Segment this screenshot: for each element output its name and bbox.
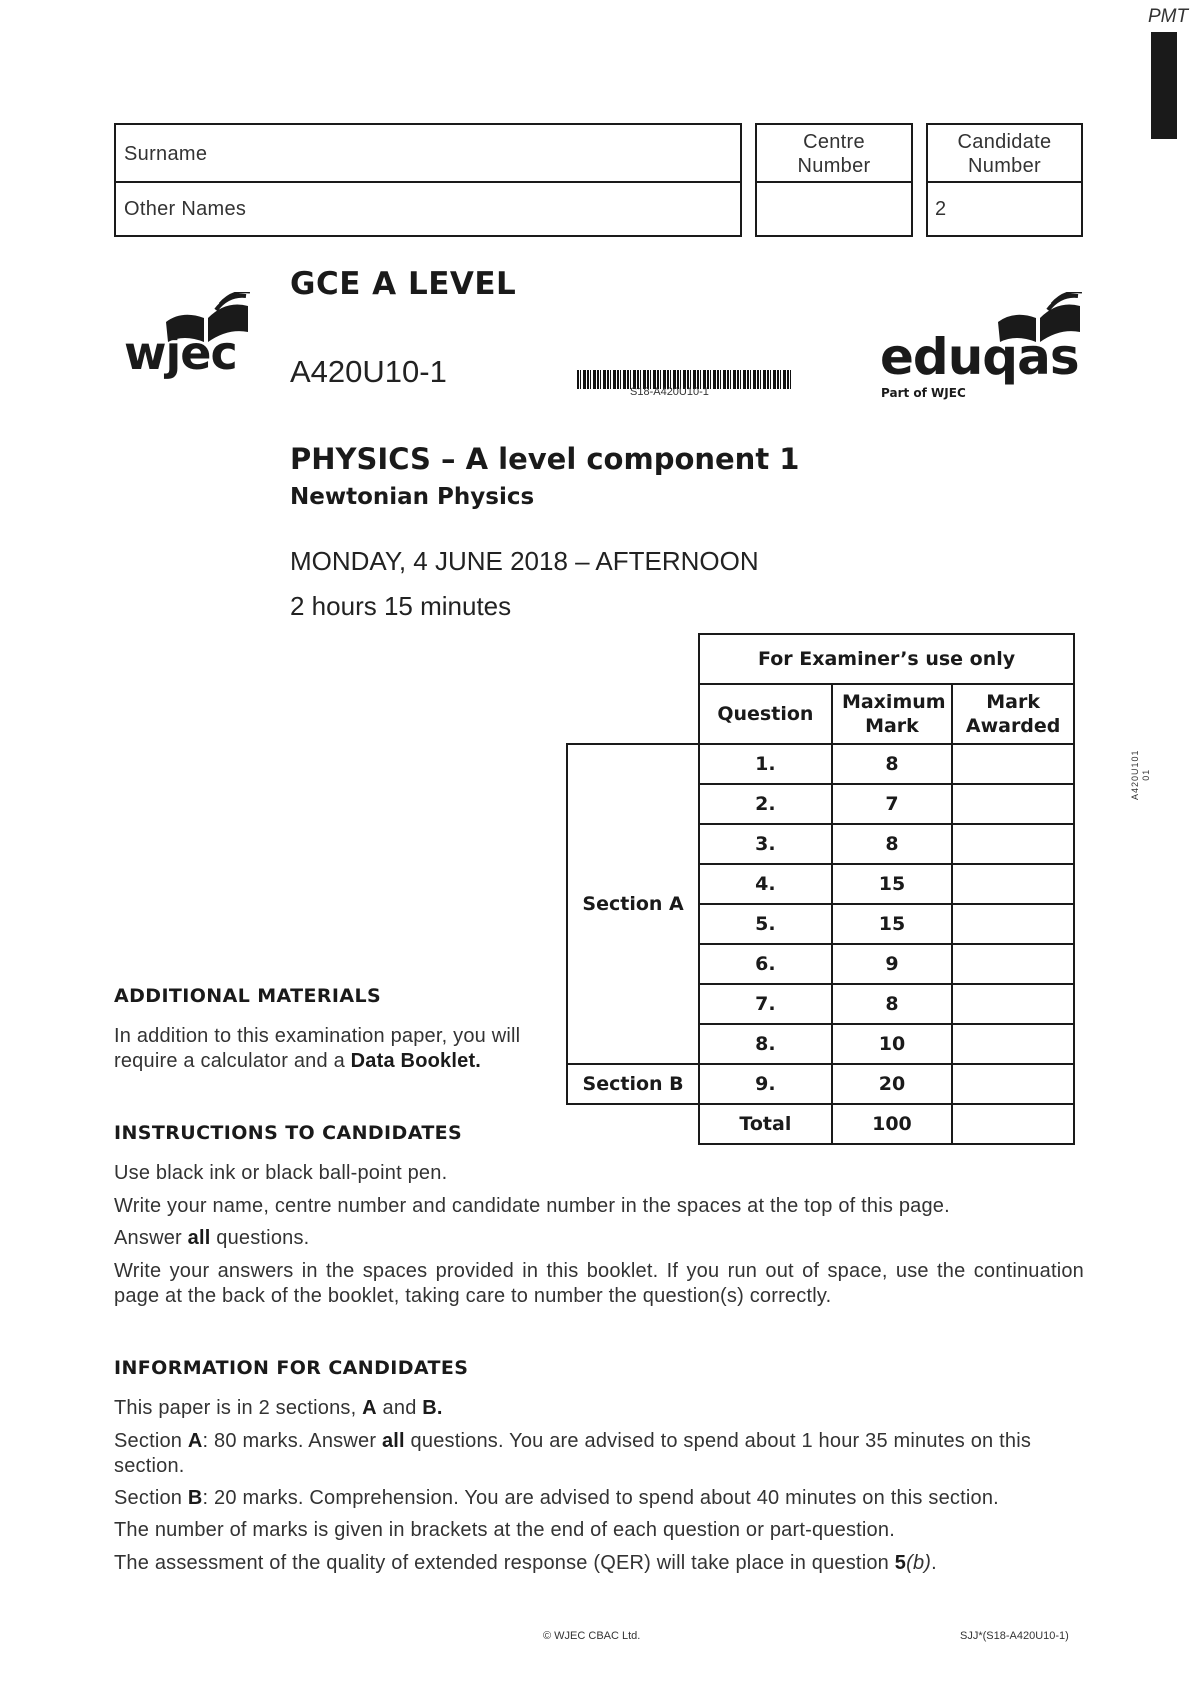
side-code-line2: 01 [1141, 768, 1151, 781]
mark-awarded-cell[interactable] [952, 1024, 1074, 1064]
question-cell: 4. [699, 864, 831, 904]
exam-duration: 2 hours 15 minutes [290, 591, 512, 621]
wjec-text: wjec [124, 326, 237, 380]
max-mark-cell: 8 [832, 744, 953, 784]
info-sb-post: : 20 marks. Comprehension. You are advised to spend about 40 minutes on this section. [202, 1487, 999, 1509]
info-sa-all: all [381, 1430, 405, 1452]
information-line [114, 1486, 1084, 1511]
info-sb-letter: B [187, 1487, 203, 1509]
question-cell: 9. [699, 1064, 831, 1104]
question-cell: 5. [699, 904, 831, 944]
section-a-label: Section A [567, 744, 699, 1064]
instruction-line: Write your name, centre number and candidate number in the spaces at the top of this page. [114, 1195, 950, 1217]
mark-awarded-cell[interactable] [952, 944, 1074, 984]
max-mark-cell: 10 [832, 1024, 953, 1064]
section-b-label: Section B [567, 1064, 699, 1104]
max-mark-cell: 15 [832, 864, 953, 904]
instruction-answer-all: all [187, 1227, 211, 1249]
total-awarded-cell[interactable] [952, 1104, 1074, 1144]
mark-awarded-cell[interactable] [952, 904, 1074, 944]
total-value: 100 [832, 1104, 953, 1144]
additional-materials-text [114, 1024, 564, 1074]
info-sa-post: questions. You are advised to spend about 1 hour 35 minutes on this section. [114, 1430, 1032, 1477]
candidate-number-field[interactable] [926, 181, 1083, 237]
additional-materials-heading: ADDITIONAL MATERIALS [114, 985, 382, 1007]
surname-label: Surname [124, 143, 208, 165]
information-line [114, 1429, 1084, 1479]
col-header-awarded-text: Mark Awarded [965, 691, 1061, 737]
candidate-number-header-box [926, 123, 1083, 183]
info-qer-end: . [931, 1552, 937, 1574]
col-header-awarded [952, 684, 1074, 744]
col-header-max [832, 684, 953, 744]
max-mark-cell: 15 [832, 904, 953, 944]
surname-box[interactable] [114, 123, 742, 183]
level-title: GCE A LEVEL [290, 266, 517, 302]
footer-reference: SJJ*(S18-A420U10-1) [960, 1630, 1069, 1642]
exam-date: MONDAY, 4 JUNE 2018 – AFTERNOON [290, 546, 759, 576]
info-sections-pre: This paper is in 2 sections, [114, 1397, 363, 1419]
max-mark-cell: 8 [832, 824, 953, 864]
subject-title: PHYSICS – A level component 1 [290, 442, 800, 476]
info-qer-question: 5 [894, 1552, 907, 1574]
paper-code: A420U10-1 [290, 354, 447, 389]
footer-copyright: © WJEC CBAC Ltd. [543, 1630, 641, 1642]
examiner-table [566, 633, 1075, 1145]
other-names-box[interactable] [114, 181, 742, 237]
candidate-number-value: 2 [935, 198, 947, 220]
mark-awarded-cell[interactable] [952, 1064, 1074, 1104]
question-cell: 1. [699, 744, 831, 784]
question-cell: 3. [699, 824, 831, 864]
info-section-a: A [362, 1397, 377, 1419]
candidate-number-label: Candidate Number [957, 131, 1052, 177]
info-section-b: B. [422, 1397, 443, 1419]
mark-awarded-cell[interactable] [952, 864, 1074, 904]
mark-awarded-cell[interactable] [952, 784, 1074, 824]
max-mark-cell: 8 [832, 984, 953, 1024]
info-qer-pre: The assessment of the quality of extended response (QER) will take place in question [114, 1552, 895, 1574]
mark-awarded-cell[interactable] [952, 984, 1074, 1024]
additional-materials-body: In addition to this examination paper, you will require a calculator and a [114, 1025, 521, 1072]
instruction-answer-pre: Answer [114, 1227, 188, 1249]
instructions-heading: INSTRUCTIONS TO CANDIDATES [114, 1122, 463, 1144]
max-mark-cell: 7 [832, 784, 953, 824]
centre-number-field[interactable] [755, 181, 913, 237]
instruction-answer-post: questions. [210, 1227, 310, 1249]
information-line [114, 1396, 1084, 1421]
info-and: and [376, 1397, 423, 1419]
question-cell: 2. [699, 784, 831, 824]
pmt-label: PMT [1148, 6, 1189, 27]
max-mark-cell: 9 [832, 944, 953, 984]
instruction-line: Write your answers in the spaces provided in this booklet. If you run out of space, use the continuation page at the back of the booklet, taking care to number the question(s) correctly. [114, 1260, 1084, 1307]
info-sb-pre: Section [114, 1487, 188, 1509]
information-line [114, 1551, 1084, 1576]
question-cell: 7. [699, 984, 831, 1024]
info-sa-pre: Section [114, 1430, 188, 1452]
eduqas-logo [880, 292, 1090, 402]
other-names-label: Other Names [124, 198, 247, 220]
side-code-line1: A420U101 [1130, 749, 1140, 800]
side-code [1130, 749, 1152, 800]
data-booklet-emphasis: Data Booklet. [350, 1050, 482, 1072]
instruction-line: Use black ink or black ball-point pen. [114, 1162, 448, 1184]
information-line: The number of marks is given in brackets at the end of each question or part-question. [114, 1519, 895, 1541]
centre-number-label: Centre Number [797, 131, 871, 177]
total-label: Total [699, 1104, 831, 1144]
eduqas-text: eduqas [880, 328, 1079, 386]
info-sa-letter: A [187, 1430, 203, 1452]
centre-number-header-box [755, 123, 913, 183]
question-cell: 6. [699, 944, 831, 984]
examiner-table-title: For Examiner’s use only [699, 634, 1074, 684]
subject-subtitle: Newtonian Physics [290, 484, 535, 510]
margin-black-bar [1151, 32, 1177, 139]
wjec-cbac-logo [124, 292, 254, 422]
mark-awarded-cell[interactable] [952, 744, 1074, 784]
information-heading: INFORMATION FOR CANDIDATES [114, 1357, 469, 1379]
mark-awarded-cell[interactable] [952, 824, 1074, 864]
max-mark-cell: 20 [832, 1064, 953, 1104]
col-header-max-text: Maximum Mark [841, 691, 946, 737]
info-qer-part: (b) [906, 1552, 932, 1574]
info-sa-mid: : 80 marks. Answer [202, 1430, 382, 1452]
question-cell: 8. [699, 1024, 831, 1064]
eduqas-subtext: Part of WJEC [881, 386, 966, 400]
barcode-text: S18-A420U10-1 [630, 386, 709, 398]
col-header-question: Question [699, 684, 831, 744]
instruction-line [114, 1226, 1084, 1251]
